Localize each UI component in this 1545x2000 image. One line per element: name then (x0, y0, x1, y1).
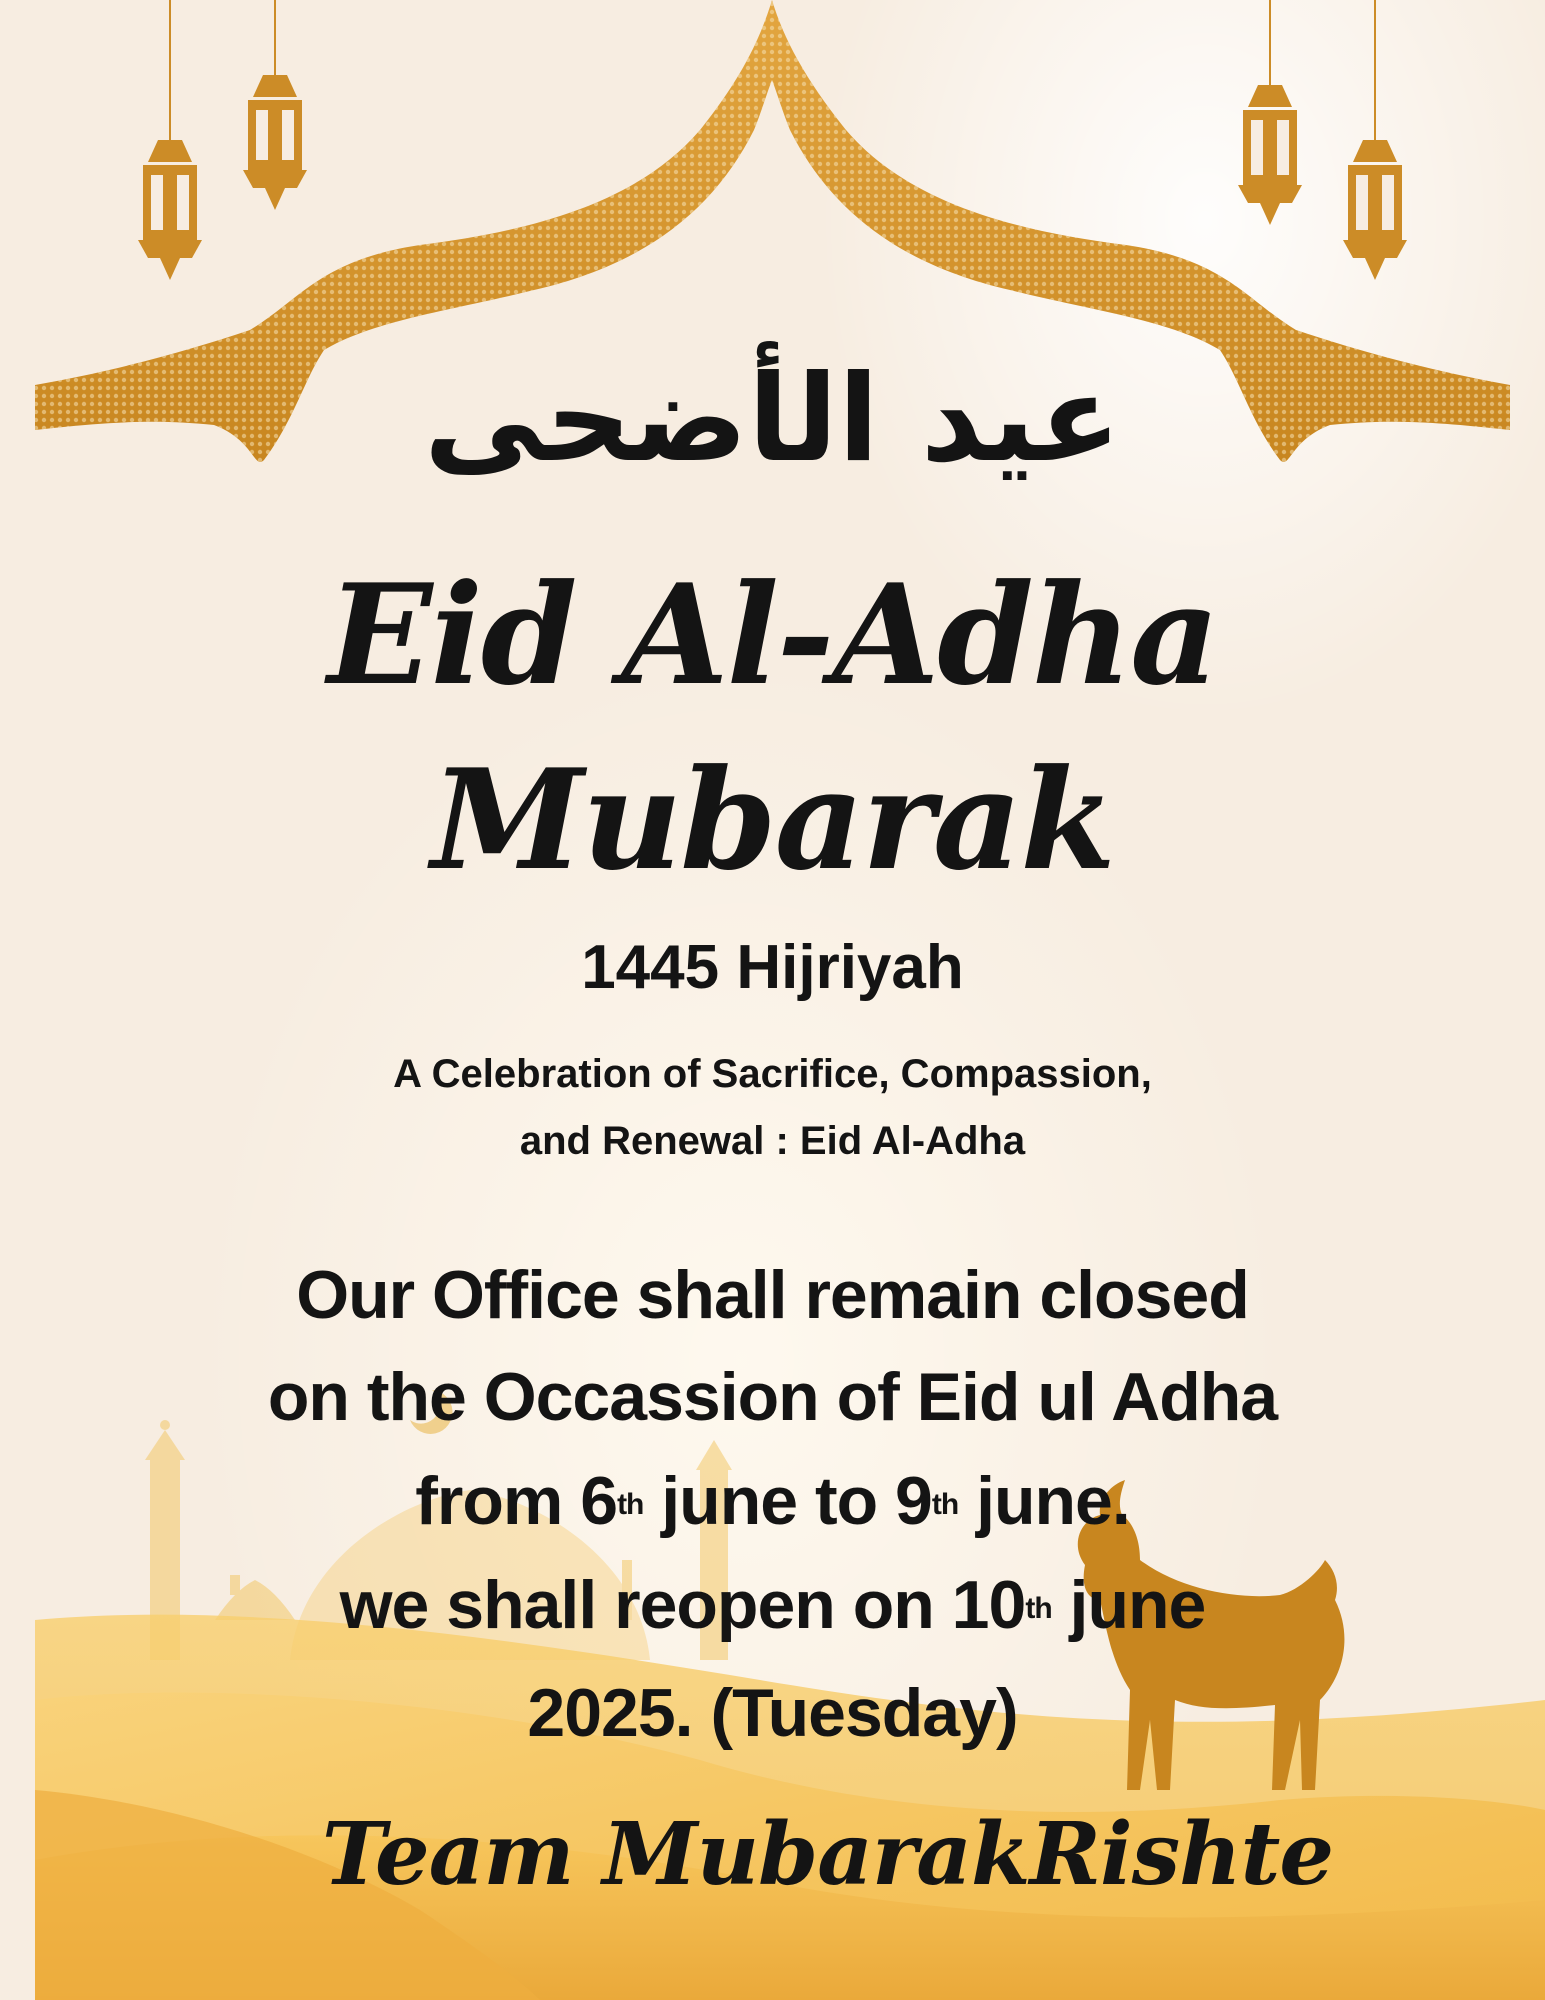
hijri-year: 1445 Hijriyah (581, 933, 964, 1002)
signature: Team MubarakRishte (321, 1804, 1334, 1905)
ordinal-suffix: th (931, 1488, 959, 1521)
notice-from: from 6 (415, 1463, 618, 1539)
subtitle-line-1: A Celebration of Sacrifice, Compassion, (393, 1052, 1152, 1096)
ordinal-suffix: th (1025, 1592, 1052, 1625)
subtitle-line-2: and Renewal : Eid Al-Adha (519, 1119, 1026, 1163)
notice-mid: june to 9 (643, 1463, 932, 1539)
arabic-calligraphy: عيد الأضحى (423, 350, 1122, 489)
title-line-1: Eid Al-Adha (327, 553, 1218, 716)
notice-line-5: 2025. (Tuesday) (527, 1675, 1018, 1751)
notice-line-1: Our Office shall remain closed (296, 1257, 1249, 1333)
ordinal-suffix: th (617, 1488, 644, 1521)
notice-line-3 (0, 1456, 1545, 1546)
notice-reopen: we shall reopen on 10 (339, 1567, 1026, 1643)
title-line-2: Mubarak (431, 738, 1114, 901)
notice-end: june. (958, 1463, 1130, 1539)
notice-line-2: on the Occassion of Eid ul Adha (267, 1359, 1278, 1435)
notice-reopen-end: june (1051, 1567, 1206, 1643)
notice-line-4 (0, 1560, 1545, 1650)
